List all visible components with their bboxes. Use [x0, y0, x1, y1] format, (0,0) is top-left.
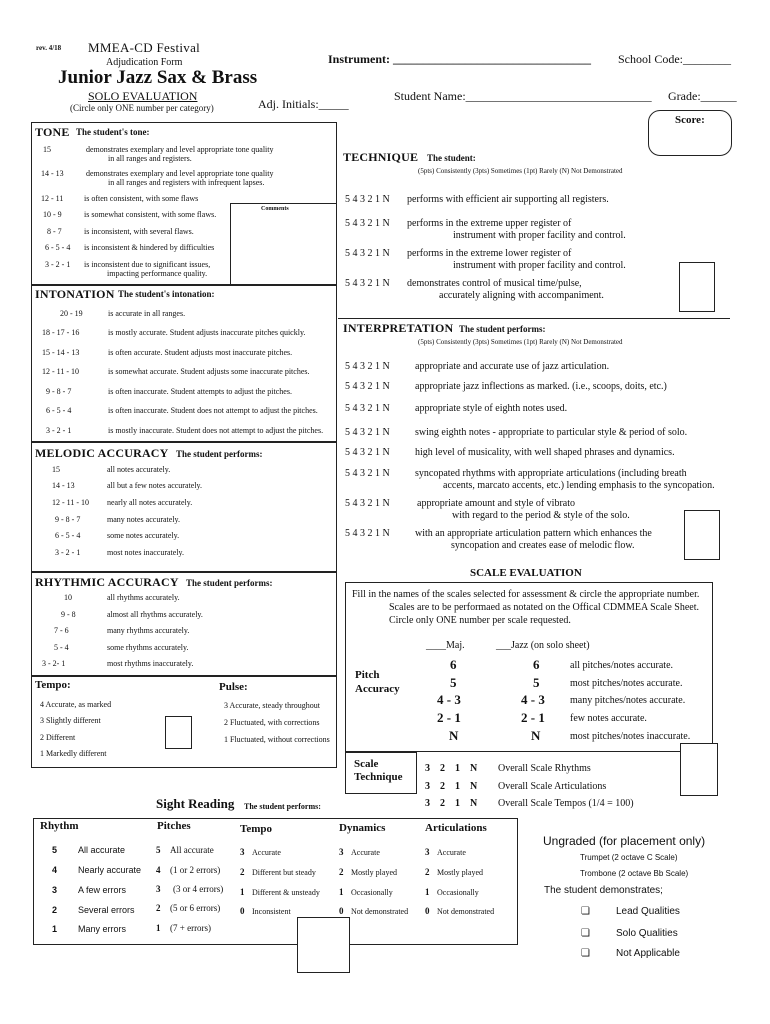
- pitches-score[interactable]: 5: [156, 845, 161, 855]
- rhythm-score[interactable]: 5: [52, 845, 58, 855]
- rhythm-desc: Nearly accurate: [78, 865, 142, 875]
- technique-scale: (5pts) Consistently (3pts) Sometimes (1pt) Rarely (N) Not Demonstrated: [418, 167, 623, 175]
- dynamics-score[interactable]: 3: [339, 847, 344, 857]
- pitch-score-jazz[interactable]: 5: [533, 675, 540, 690]
- dynamics-desc: Occasionally: [351, 888, 393, 897]
- interpretation-top-rule: [338, 318, 730, 319]
- sr-tempo-desc: Accurate: [252, 848, 281, 857]
- articulations-score[interactable]: 2: [425, 867, 430, 877]
- pitch-accuracy-label: Pitch: [355, 669, 380, 681]
- sight-reading-title: Sight Reading: [156, 796, 235, 811]
- rhythm-desc: Many errors: [78, 924, 127, 934]
- pitches-score[interactable]: 4: [156, 865, 161, 875]
- pitch-desc: most pitches/notes accurate.: [570, 678, 683, 689]
- dynamics-score[interactable]: 0: [339, 906, 344, 916]
- scale-instruction: Fill in the names of the scales selected for assessment & circle the appropriate number.: [352, 589, 700, 600]
- scale-instruction: Circle only ONE number per scale requested.: [389, 615, 571, 626]
- melodic-accuracy-title: MELODIC ACCURACY: [35, 446, 169, 460]
- sr-tempo-score[interactable]: 3: [240, 847, 245, 857]
- scale-technique-label-box: [345, 752, 417, 794]
- rhythm-desc: All accurate: [78, 845, 126, 855]
- tone-subtitle: The student's tone:: [76, 127, 150, 137]
- pitch-score-maj[interactable]: 5: [450, 675, 457, 690]
- pitch-score-maj[interactable]: 2 - 1: [437, 710, 461, 725]
- scale-tech-score[interactable]: 3 2 1 N: [425, 798, 478, 809]
- tone-comments-box[interactable]: [230, 203, 337, 285]
- pulse-option: 3 Accurate, steady throughout: [224, 701, 320, 710]
- pitch-score-maj[interactable]: 4 - 3: [437, 692, 461, 707]
- rhythm-score[interactable]: 3: [52, 885, 58, 895]
- pitches-desc: (7 + errors): [170, 923, 212, 933]
- sight-header-articulations: Articulations: [425, 822, 487, 834]
- interpretation-title: INTERPRETATION: [343, 321, 454, 335]
- comments-label: Comments: [261, 206, 289, 212]
- sight-reading-subtitle: The student performs:: [244, 802, 321, 811]
- pulse-title: Pulse:: [219, 681, 248, 693]
- revision-label: rev. 4/18: [36, 44, 62, 52]
- festival-name: MMEA-CD Festival: [88, 40, 201, 55]
- tempo-option: 2 Different: [40, 733, 76, 742]
- solo-qualities-label: Solo Qualities: [616, 928, 678, 939]
- adj-initials-field[interactable]: Adj. Initials:_____: [258, 97, 349, 111]
- rhythm-desc: A few errors: [78, 885, 127, 895]
- technique-score-box[interactable]: [679, 262, 715, 312]
- scale-technique-label: Scale: [354, 758, 379, 770]
- pitches-score[interactable]: 1: [156, 923, 161, 933]
- grade-field[interactable]: Grade:______: [668, 89, 737, 103]
- pitches-desc: All accurate: [170, 845, 214, 855]
- sr-tempo-desc: Different but steady: [252, 868, 316, 877]
- pitch-desc: all pitches/notes accurate.: [570, 660, 674, 671]
- pitch-score-maj[interactable]: N: [449, 728, 459, 743]
- scale-evaluation-title: SCALE EVALUATION: [470, 567, 582, 579]
- trumpet-scale-note: Trumpet (2 octave C Scale): [580, 853, 678, 862]
- technique-title: TECHNIQUE: [343, 150, 419, 164]
- major-scale-field[interactable]: ____Maj.: [426, 640, 465, 651]
- scale-tech-desc: Overall Scale Rhythms: [498, 763, 591, 774]
- school-code-field[interactable]: School Code:________: [618, 52, 731, 66]
- technique-subtitle: The student:: [427, 153, 476, 163]
- tempo-option: 1 Markedly different: [40, 749, 107, 758]
- articulations-score[interactable]: 1: [425, 887, 430, 897]
- page-title: Junior Jazz Sax & Brass: [58, 67, 258, 88]
- pitches-desc: (5 or 6 errors): [170, 903, 221, 913]
- solo-evaluation-label: SOLO EVALUATION: [88, 89, 198, 103]
- dynamics-score[interactable]: 2: [339, 867, 344, 877]
- rhythm-score[interactable]: 1: [52, 924, 58, 934]
- lead-qualities-checkbox[interactable]: ❏: [581, 906, 590, 917]
- circle-instruction: (Circle only ONE number per category): [70, 103, 214, 113]
- rhythm-score[interactable]: 4: [52, 865, 58, 875]
- tempo-option: 4 Accurate, as marked: [40, 700, 112, 709]
- sight-header-tempo: Tempo: [240, 823, 272, 835]
- trombone-scale-note: Trombone (2 octave Bb Scale): [580, 869, 689, 878]
- articulations-score[interactable]: 3: [425, 847, 430, 857]
- pitch-desc: few notes accurate.: [570, 713, 647, 724]
- interpretation-scale: (5pts) Consistently (3pts) Sometimes (1pt) Rarely (N) Not Demonstrated: [418, 338, 623, 346]
- dynamics-score[interactable]: 1: [339, 887, 344, 897]
- pitches-desc: (3 or 4 errors): [173, 884, 224, 894]
- rhythm-score[interactable]: 2: [52, 905, 58, 915]
- sight-header-dynamics: Dynamics: [339, 822, 386, 834]
- not-applicable-label: Not Applicable: [616, 948, 680, 959]
- instrument-field[interactable]: Instrument: _________________________________: [328, 52, 591, 66]
- lead-qualities-label: Lead Qualities: [616, 906, 680, 917]
- tempo-option: 3 Slightly different: [40, 716, 101, 725]
- sr-tempo-desc: Inconsistent: [252, 907, 291, 916]
- sr-tempo-desc: Different & unsteady: [252, 888, 320, 897]
- articulations-desc: Not demonstrated: [437, 907, 495, 916]
- score-box[interactable]: [648, 110, 732, 156]
- ungraded-title: Ungraded (for placement only): [543, 834, 706, 848]
- dynamics-desc: Accurate: [351, 848, 380, 857]
- tempo-title: Tempo:: [35, 679, 71, 691]
- scale-tech-desc: Overall Scale Tempos (1/4 = 100): [498, 798, 634, 809]
- melodic-accuracy-subtitle: The student performs:: [176, 449, 263, 459]
- rhythmic-accuracy-subtitle: The student performs:: [186, 578, 273, 588]
- pitch-score-maj[interactable]: 6: [450, 657, 457, 672]
- interpretation-subtitle: The student performs:: [459, 324, 546, 334]
- intonation-title: INTONATION: [35, 287, 115, 301]
- pitch-score-jazz[interactable]: 6: [533, 657, 540, 672]
- tone-title: TONE: [35, 125, 70, 139]
- articulations-desc: Mostly played: [437, 868, 483, 877]
- scale-technique-label-2: Technique: [354, 771, 403, 783]
- pitch-desc: most pitches/notes inaccurate.: [570, 731, 691, 742]
- rhythmic-accuracy-title: RHYTHMIC ACCURACY: [35, 575, 179, 589]
- pitches-desc: (1 or 2 errors): [170, 865, 221, 875]
- dynamics-desc: Not demonstrated: [351, 907, 409, 916]
- pitch-accuracy-label-2: Accuracy: [355, 683, 400, 695]
- pulse-option: 1 Fluctuated, without corrections: [224, 735, 330, 744]
- pitch-desc: many pitches/notes accurate.: [570, 695, 686, 706]
- pitches-score[interactable]: 2: [156, 903, 161, 913]
- form-name: Adjudication Form: [106, 57, 183, 68]
- sight-header-rhythm: Rhythm: [40, 820, 79, 832]
- articulations-score[interactable]: 0: [425, 906, 430, 916]
- student-demonstrates-label: The student demonstrates;: [544, 885, 663, 896]
- scale-instruction: Scales are to be performaed as notated on the Offical CDMMEA Scale Sheet.: [389, 602, 699, 613]
- student-name-field[interactable]: Student Name:_______________________________: [394, 89, 652, 103]
- scale-tech-score[interactable]: 3 2 1 N: [425, 781, 478, 792]
- tempo-score-box[interactable]: [165, 716, 192, 749]
- not-applicable-checkbox[interactable]: ❏: [581, 948, 590, 959]
- pitch-score-jazz[interactable]: 4 - 3: [521, 692, 545, 707]
- rhythm-desc: Several errors: [78, 905, 135, 915]
- articulations-desc: Occasionally: [437, 888, 479, 897]
- pitch-score-jazz[interactable]: 2 - 1: [521, 710, 545, 725]
- dynamics-desc: Mostly played: [351, 868, 397, 877]
- sight-header-pitches: Pitches: [157, 820, 191, 832]
- articulations-desc: Accurate: [437, 848, 466, 857]
- scale-tech-score[interactable]: 3 2 1 N: [425, 763, 478, 774]
- score-label: Score:: [675, 114, 705, 126]
- scale-tech-desc: Overall Scale Articulations: [498, 781, 607, 792]
- sr-tempo-score[interactable]: 1: [240, 887, 245, 897]
- jazz-scale-field[interactable]: ___Jazz (on solo sheet): [496, 640, 590, 651]
- interpretation-score-box[interactable]: [684, 510, 720, 560]
- pitch-score-jazz[interactable]: N: [531, 728, 541, 743]
- sr-tempo-score[interactable]: 2: [240, 867, 245, 877]
- sight-reading-score-box[interactable]: [297, 917, 350, 973]
- scale-score-box[interactable]: [680, 743, 718, 796]
- intonation-subtitle: The student's intonation:: [118, 289, 215, 299]
- sr-tempo-score[interactable]: 0: [240, 906, 245, 916]
- solo-qualities-checkbox[interactable]: ❏: [581, 928, 590, 939]
- pulse-option: 2 Fluctuated, with corrections: [224, 718, 320, 727]
- pitches-score[interactable]: 3: [156, 884, 161, 894]
